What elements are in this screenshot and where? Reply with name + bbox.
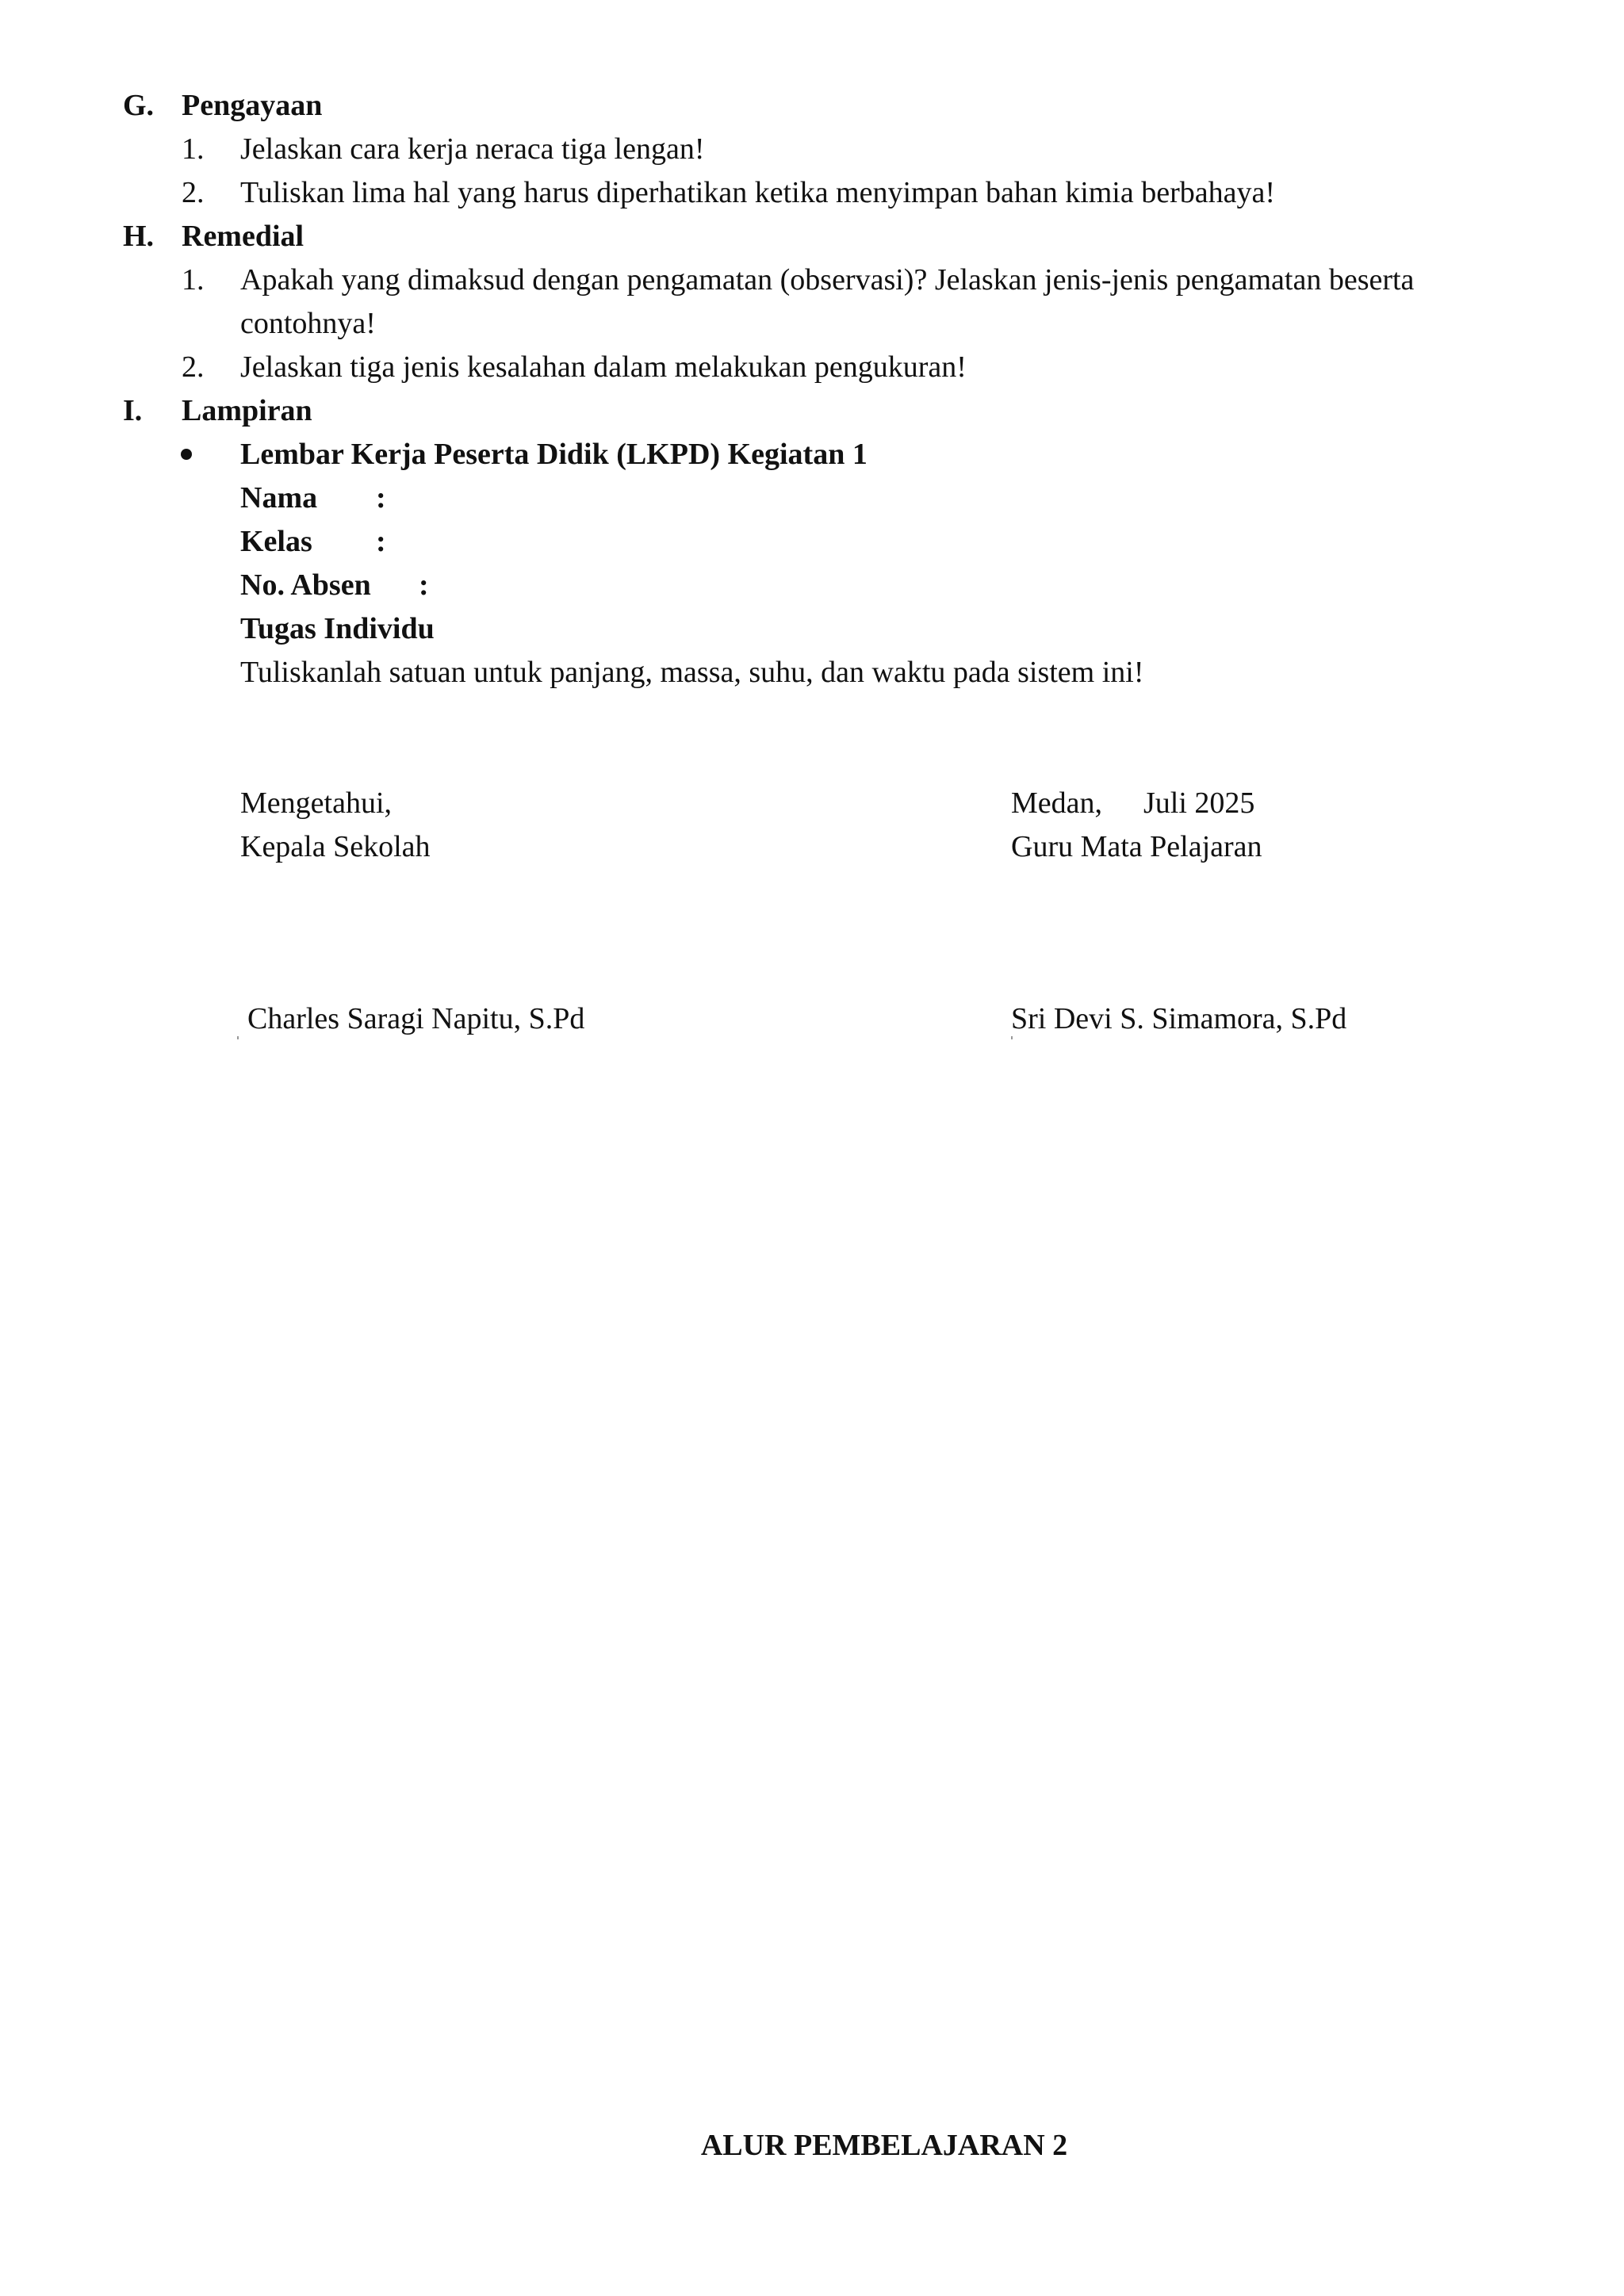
signature-left-line1: Mengetahui, [240, 786, 393, 820]
signature-left-name: Charles Saragi Napitu, S.Pd [247, 1002, 585, 1035]
task-text: Tuliskanlah satuan untuk panjang, massa, suhu, dan waktu pada sistem ini! [240, 656, 1144, 689]
lkpd-title: Lembar Kerja Peserta Didik (LKPD) Kegiatan 1 [240, 438, 868, 471]
field-nama-colon: : [376, 481, 386, 515]
section-h-letter: H. [123, 220, 155, 253]
section-h-item-2-text: Jelaskan tiga jenis kesalahan dalam melakukan pengukuran! [240, 350, 967, 384]
section-h-item-1-text-line1: Apakah yang dimaksud dengan pengamatan (observasi)? Jelaskan jenis-jenis pengamatan beserta [240, 263, 1415, 297]
section-g-item-2-text: Tuliskan lima hal yang harus diperhatikan ketika menyimpan bahan kimia berbahaya! [240, 176, 1276, 209]
field-absen-label: No. Absen [240, 568, 371, 602]
section-g-letter: G. [123, 89, 155, 122]
field-absen-colon: : [419, 568, 429, 602]
section-h-item-2-num: 2. [182, 350, 205, 384]
signature-right-date: Juli 2025 [1143, 786, 1255, 820]
section-i-letter: I. [123, 394, 143, 427]
signature-right-line2: Guru Mata Pelajaran [1011, 830, 1262, 863]
section-g-item-1-num: 1. [182, 132, 205, 166]
section-i-title: Lampiran [182, 394, 312, 427]
signature-left-mark [237, 1036, 239, 1039]
section-h-item-1-text-line2: contohnya! [240, 307, 376, 340]
section-g-item-1-text: Jelaskan cara kerja neraca tiga lengan! [240, 132, 705, 166]
section-g-title: Pengayaan [182, 89, 323, 122]
signature-right-mark [1011, 1036, 1013, 1039]
bullet-icon [181, 449, 192, 460]
field-kelas-label: Kelas [240, 525, 312, 558]
field-kelas-colon: : [376, 525, 386, 558]
signature-right-name: Sri Devi S. Simamora, S.Pd [1011, 1002, 1347, 1035]
signature-right-place: Medan, [1011, 786, 1103, 820]
task-title: Tugas Individu [240, 612, 435, 645]
section-h-item-1-num: 1. [182, 263, 205, 297]
footer-heading: ALUR PEMBELAJARAN 2 [700, 2129, 1068, 2162]
signature-left-line2: Kepala Sekolah [240, 830, 431, 863]
field-nama-label: Nama [240, 481, 318, 515]
section-g-item-2-num: 2. [182, 176, 205, 209]
section-h-title: Remedial [182, 220, 304, 253]
